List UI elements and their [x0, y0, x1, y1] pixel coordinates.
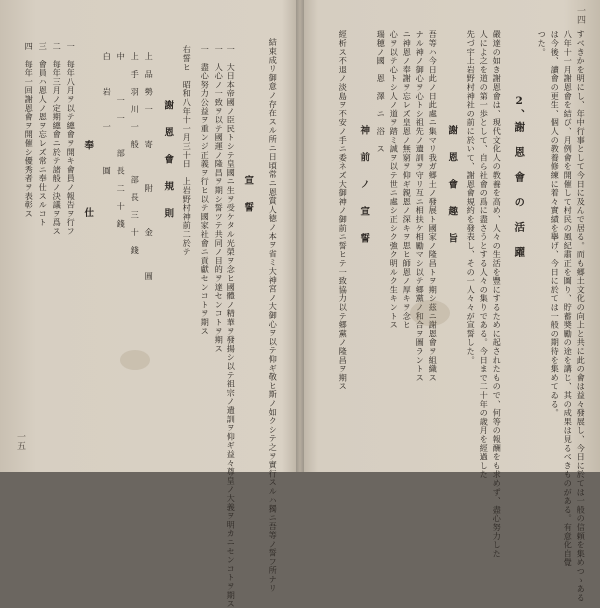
purpose-line: ナル神ノ御心ヲ心トシ祖先ノ遺訓ヲ守リ互ニ相扶ケ相勵マシ以テ郷黨ノ和合ヲ圖ラントス — [415, 30, 426, 382]
page-number-left: 一五 — [15, 432, 25, 450]
notes-heading: 奉 仕 — [82, 140, 94, 221]
purpose-line: ニ神恩ノ奉謝ヲ忘レズ皇恩ノ無窮ヲ仰ギ親恩ノ深キヲ思ヒ師恩ノ厚キヲ念ヒ — [402, 30, 413, 330]
rules-row-2: 上 手 羽 川 一 般 部 長 三 十 錢 — [130, 52, 141, 255]
subheading-purpose: 謝 恩 會 趣 旨 — [446, 125, 458, 247]
section-heading: 宣 誓 — [242, 175, 254, 216]
rules-row-3: 中 一 一 部 長 二 十 錢 — [116, 52, 127, 228]
paragraph-line: 八年十一月謝恩會を結び、月例會を開催して村民の風紀肅正を圖り、貯蓄奬勵の途を講じ、其の成果は見るべきものがある。有意化自覺 — [563, 30, 574, 567]
text-column: 結束成リ御意ノ存在スル所ニ日頃常ニ恩賞人徳ノ本ヲ省ミ大神宮ノ大御心ヲ以テ仰ギ敬ヒ斯ノ如クシテ之ヲ實行スルハ獨ニ吾等ノ誓フ所ナリ — [268, 38, 279, 593]
paragraph-line: は今後、讀會の更生、個人の教養修練に着々實績を擧げ、今日に於ては一般の期待を集めてゐる。 — [550, 30, 561, 418]
paragraph-line: 人によ之を道の第一歩として、自ら社會の爲に盡さうとする人々の集りである。今日まで二十年の歳月を經過した — [479, 30, 490, 479]
paragraph-line: 先づ宇上岩野村神社の前に於いて、謝恩會規約を發表し、その一人々々が宣誓した。 — [466, 30, 477, 365]
section-heading-activities: 2、謝 恩 會 の 活 躍 — [513, 95, 526, 259]
note-1: 一 每年八月ヲ以テ總會ヲ開キ會員ノ報告ヲ行フ — [66, 42, 77, 236]
paragraph-line: すべきかを明にし、年中行事として今日に及んで居る。而も郷土文化の向上と共に此の會は益々發展し、今日に於ては一般の信頼を集めつゝある — [576, 30, 587, 602]
page-number-right: 一四 — [575, 6, 585, 24]
purpose-line: 瑞穂ノ國 恩 澤 ニ 浴 ス — [376, 30, 387, 154]
rules-row-1: 上 品 勢 一 寄 附 金 圓 — [144, 52, 155, 281]
oath-signature: 右誓ヒ 昭和八年十一月三十日 上岩野村神前二於テ — [182, 45, 193, 257]
left-page — [0, 0, 298, 608]
paper-stain — [120, 350, 150, 370]
paragraph-line: 嚴達の如き謝恩會は、現代文化人の教養を高め、人々の生活を豐にするために起されたもので、何等の報酬をも求めず、盡心努力した — [492, 30, 503, 558]
oath-item-1: 一 大日本帝國ノ臣民トシテ皇國ニ生ヲ受ケタル光榮ヲ念ヒ國體ノ精華ヲ發揚シ以テ祖宗ノ遺訓ヲ仰ギ益々尊皇ノ大義ヲ明カニセンコトヲ期ス — [226, 45, 237, 608]
purpose-line: 心ヲ以テ心トシ人ノ道ヲ踏ミ誠ヲ以テ世ニ處シ正シク強ク明ルク生キントス — [389, 30, 400, 330]
rules-title: 謝 恩 會 規 則 — [162, 100, 174, 222]
purpose-line: 吾等ハ今日此ノ日此處ニ集マリ我ガ郷土ノ發展ト國家ノ隆昌トヲ期シ茲ニ謝恩會ヲ組織ス — [428, 30, 439, 382]
rules-row-4: 白 岩 一 圓 — [102, 52, 113, 176]
paragraph-line: つた。 — [537, 30, 548, 57]
note-4: 四 每年一回謝恩會ヲ開催シ優秀者ヲ表彰ス — [24, 42, 35, 218]
oath-item-1-cont: 一 人心ノ一致ヲ以テ國運ノ隆昌ヲ期シ誓ツテ共同ノ目的ヲ達センコトヲ期ス — [214, 45, 225, 353]
right-page — [302, 0, 600, 602]
oath-line: 經析ス不退ノ淡島ヲ不安ノ手ニ委ネズ大御神ノ御前ニ誓ヒテ一致協力以テ郷黨ノ隆昌ヲ期ス — [338, 30, 349, 391]
subheading-oath: 神 前 ノ 宣 誓 — [358, 125, 370, 247]
oath-item-2: 一 盡心努力公益ヲ重ンジ正義ヲ行ヒ以テ國家社會ニ貢獻センコトヲ期ス — [200, 45, 211, 336]
note-2: 二 每年三月ノ定期總會ニ於テ諸般ノ決議ヲ爲ス — [52, 42, 63, 236]
paper-stain — [410, 300, 450, 326]
note-3: 三 會員ハ恩人ノ恩ヲ忘レズ常ニ奉仕スルコト — [38, 42, 49, 227]
